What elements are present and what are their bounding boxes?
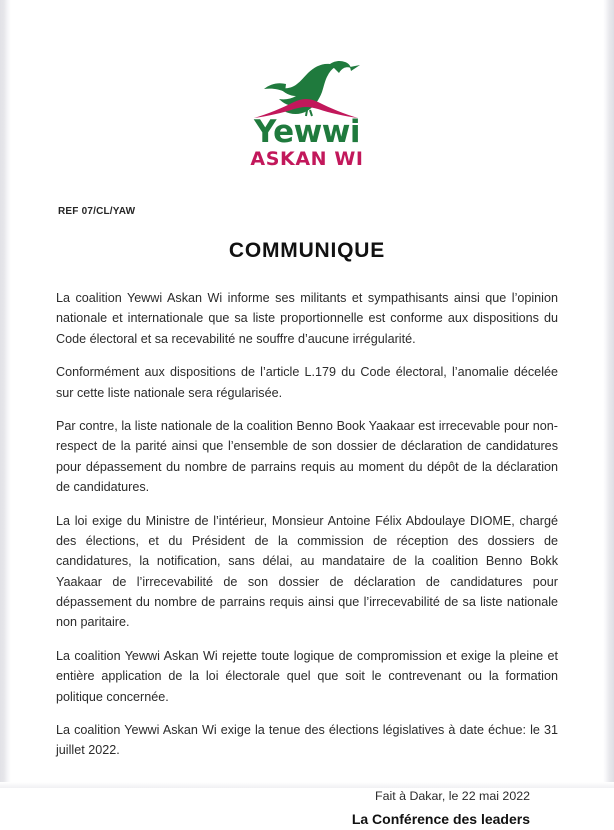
logo-mark bbox=[246, 58, 368, 120]
dove-icon bbox=[246, 58, 368, 120]
logo-subwordmark: ASKAN WI bbox=[250, 148, 364, 170]
paragraph: La coalition Yewwi Askan Wi informe ses militants et sympathisants ainsi que l’opinion nationale et internationale que sa liste proportionnelle est conforme aux dispositions du Code électoral et sa recevabilité ne souffre d’aucune irrégularité. bbox=[56, 291, 558, 346]
organization-logo bbox=[48, 0, 566, 169]
signature-place-date: Fait à Dakar, le 22 mai 2022 bbox=[375, 788, 530, 803]
page-title: COMMUNIQUE bbox=[228, 239, 386, 262]
logo-wordmark: Yewwi bbox=[253, 114, 361, 150]
paragraph: La coalition Yewwi Askan Wi exige la tenue des élections législatives à date échue: le 31 juillet 2022. bbox=[56, 723, 558, 758]
signature-block bbox=[48, 787, 566, 830]
paragraph: Conformément aux dispositions de l’article L.179 du Code électoral, l’anomalie décelée sur cette liste nationale sera régularisée. bbox=[56, 365, 558, 400]
paragraph: La loi exige du Ministre de l’intérieur, Monsieur Antoine Félix Abdoulaye DIOME, chargé des élections, et du Président de la commission de réception des dossiers de candidatures, la notification, sans délai, au mandataire de la coalition Benno Bokk Yaakaar de l’irrecevabilité de son dossier de déclaration de candidatures pour dépassement du nombre de parrains requis ainsi que l’irrecevabilité de sa liste nationale non paritaire. bbox=[56, 513, 558, 630]
paragraph: La coalition Yewwi Askan Wi rejette toute logique de compromission et exige la pleine et entière application de la loi électorale quel que soit le contrevenant ou la formation politique concernée. bbox=[56, 648, 558, 704]
paragraph: Par contre, la liste nationale de la coalition Benno Book Yaakaar est irrecevable pour non-respect de la parité ainsi que l’ensemble de son dossier de déclaration de candidatures pour dépassement du nombre de parrains requis au moment du dépôt de la déclaration de candidatures. bbox=[56, 418, 558, 495]
body-text bbox=[48, 288, 566, 761]
signature-signatory: La Conférence des leaders bbox=[351, 811, 530, 828]
reference-number: REF 07/CL/YAW bbox=[58, 206, 136, 217]
